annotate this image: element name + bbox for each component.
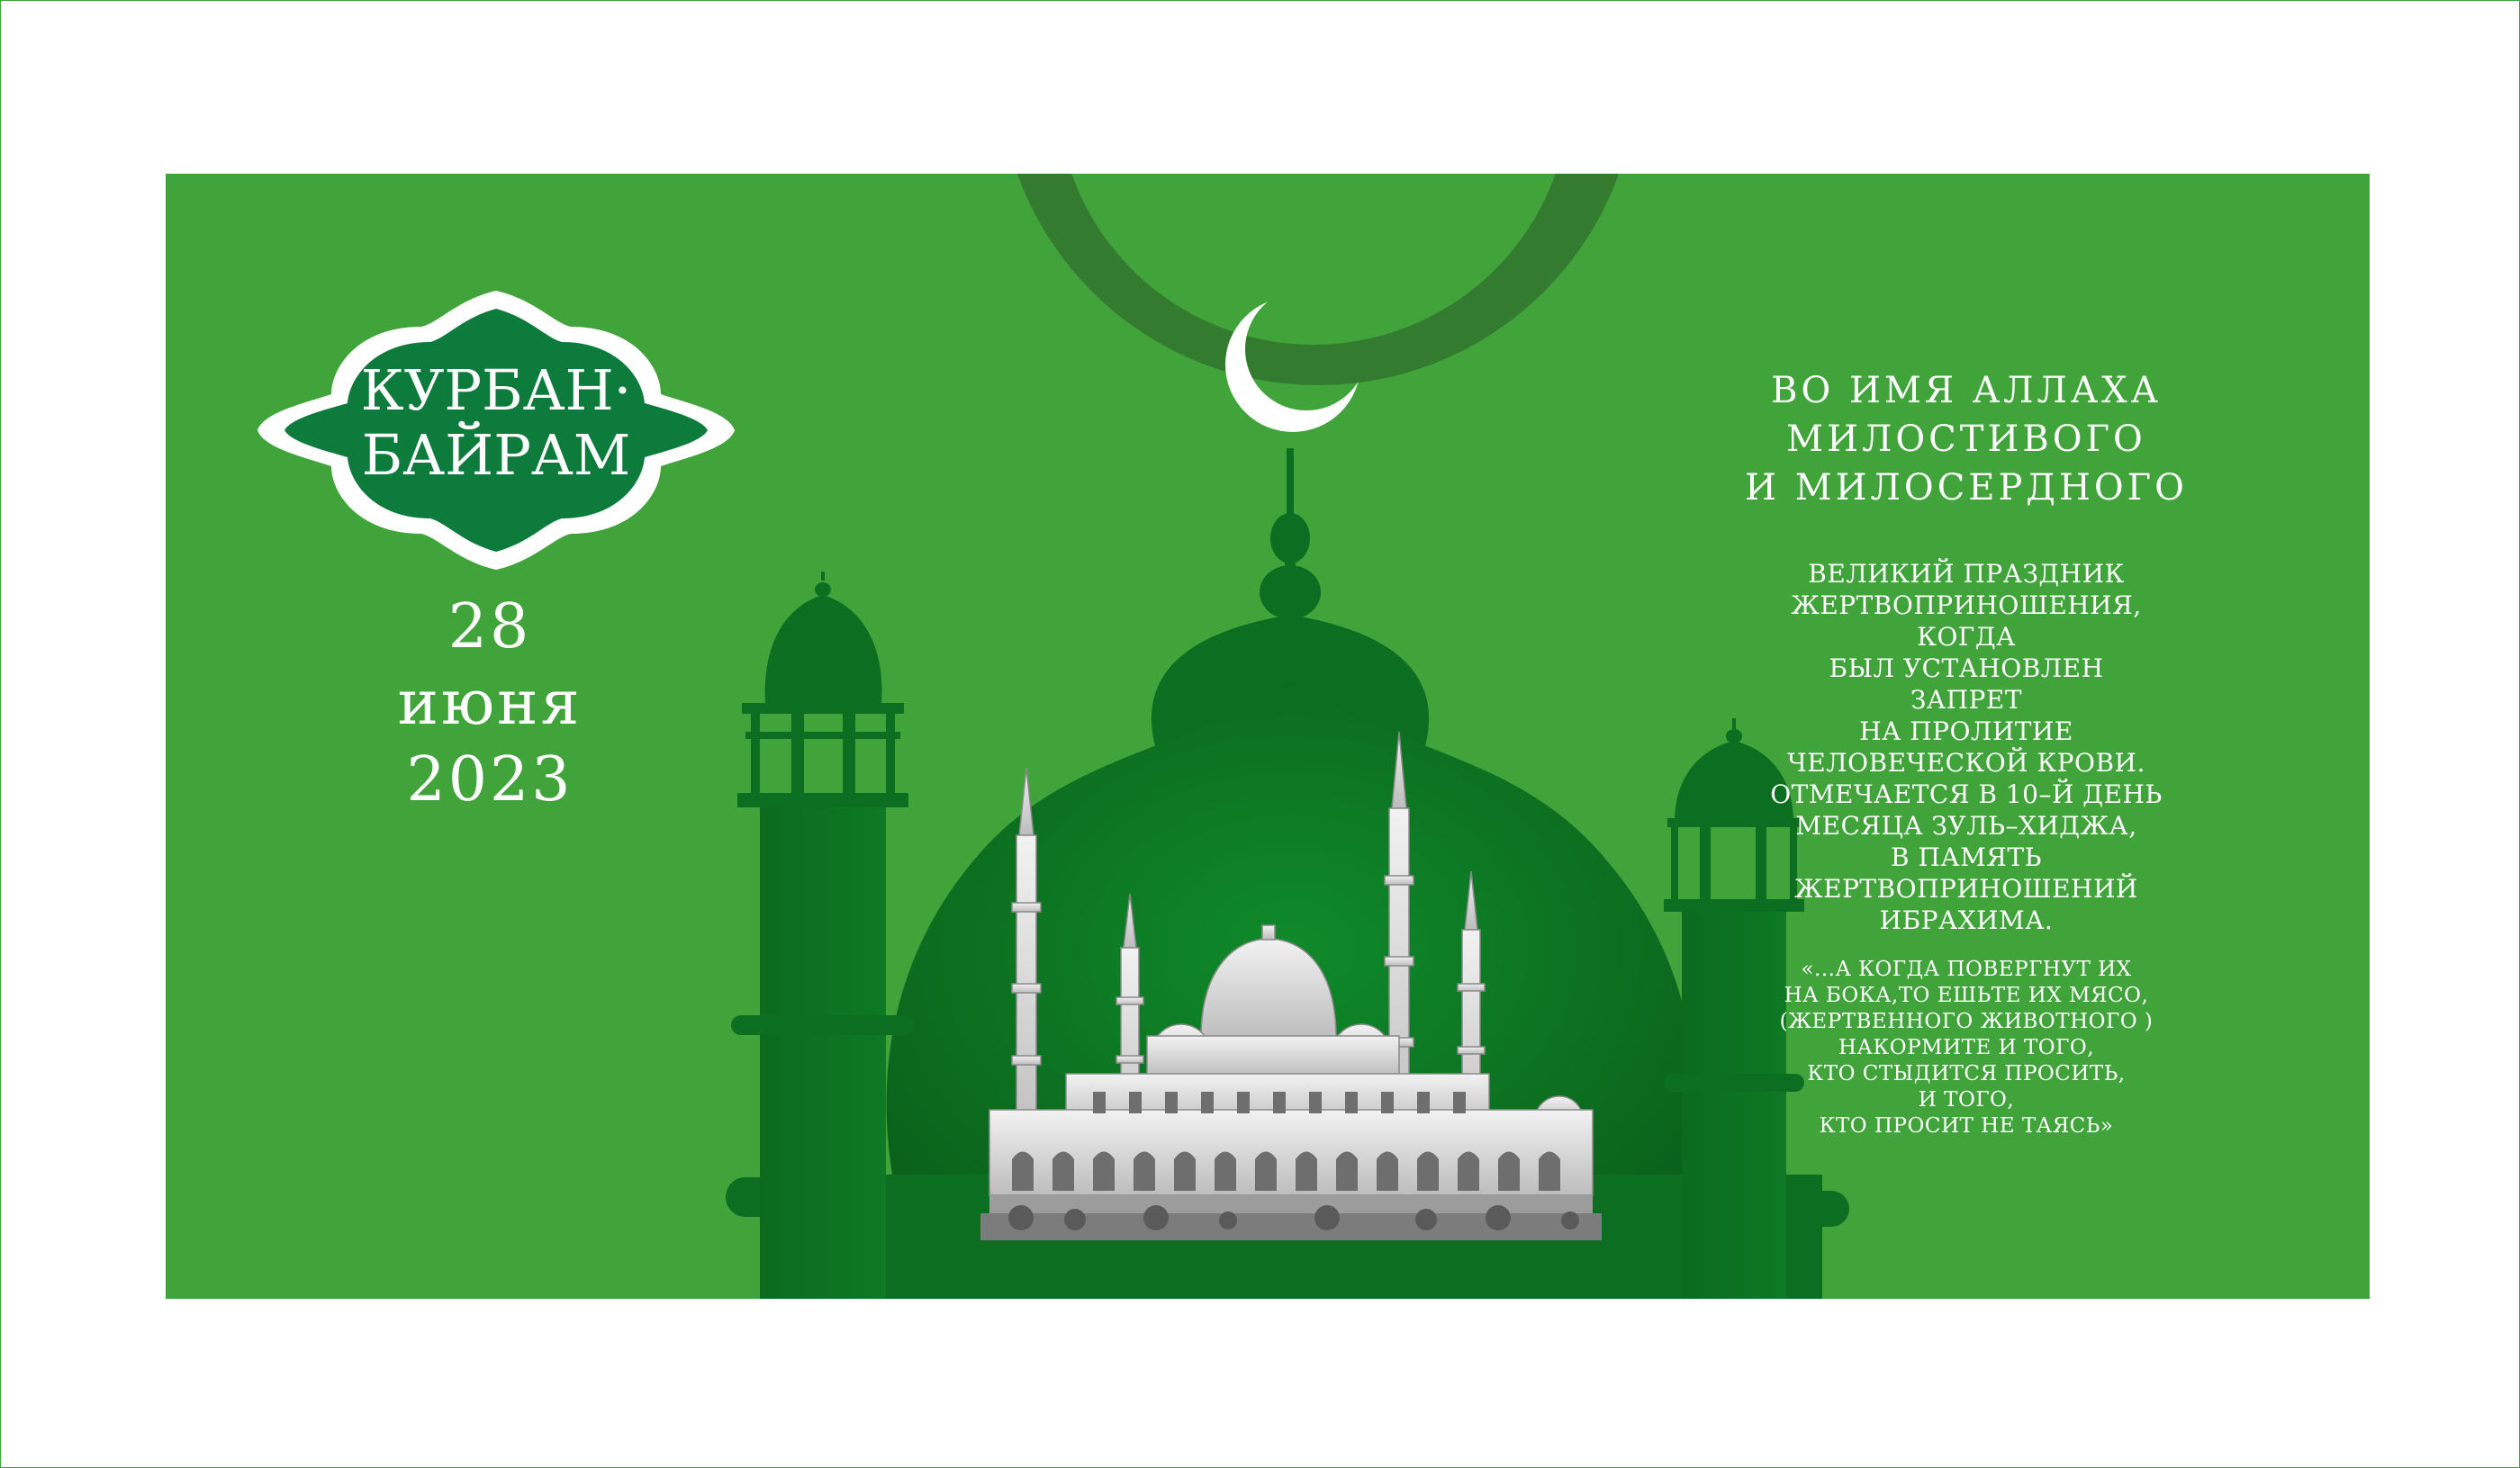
- badge-title-line2: БАЙРАМ: [361, 422, 631, 488]
- quran-quote: [1714, 957, 2218, 1139]
- badge-title-line1: КУРБАН·: [360, 357, 632, 423]
- description-line: ЖЕРТВОПРИНОШЕНИЯ,: [1791, 590, 2142, 620]
- quote-line: НА БОКА,ТО ЕШЬТЕ ИХ МЯСО,: [1784, 984, 2149, 1007]
- description-line: ЖЕРТВОПРИНОШЕНИЙ: [1794, 874, 2138, 904]
- description-line: МЕСЯЦА ЗУЛЬ–ХИДЖА,: [1795, 811, 2137, 841]
- holiday-description: [1714, 558, 2218, 936]
- basmala-line: И МИЛОСЕРДНОГО: [1745, 467, 2188, 509]
- description-line: ОТМЕЧАЕТСЯ В 10–Й ДЕНЬ: [1770, 779, 2163, 809]
- quote-line: КТО СТЫДИТСЯ ПРОСИТЬ,: [1807, 1062, 2126, 1085]
- quote-line: НАКОРМИТЕ И ТОГО,: [1838, 1036, 2095, 1059]
- greeting-banner: [166, 174, 2370, 1299]
- description-line: ИБРАХИМА.: [1879, 905, 2054, 935]
- description-line: В ПАМЯТЬ: [1891, 842, 2042, 872]
- quote-line: (ЖЕРТВЕННОГО ЖИВОТНОГО ): [1779, 1010, 2154, 1033]
- description-line: КОГДА: [1917, 622, 2016, 652]
- description-line: ЧЕЛОВЕЧЕСКОЙ КРОВИ.: [1787, 748, 2145, 778]
- basmala-line: МИЛОСТИВОГО: [1786, 419, 2146, 460]
- description-line: ЗАПРЕТ: [1910, 685, 2023, 715]
- quote-line: КТО ПРОСИТ НЕ ТАЯСЬ»: [1819, 1114, 2114, 1138]
- description-line: ВЕЛИКИЙ ПРАЗДНИК: [1808, 559, 2125, 589]
- date-day: 28: [447, 591, 532, 662]
- quote-line: «...А КОГДА ПОВЕРГНУТ ИХ: [1801, 958, 2132, 981]
- basmala-line: ВО ИМЯ АЛЛАХА: [1771, 370, 2162, 411]
- quote-line: И ТОГО,: [1918, 1088, 2015, 1112]
- description-line: НА ПРОЛИТИЕ: [1859, 716, 2073, 746]
- description-line: БЫЛ УСТАНОВЛЕН: [1829, 653, 2104, 683]
- date-month: июня: [397, 668, 583, 739]
- small-crescent-icon: [1225, 297, 1360, 432]
- basmala-heading: [1714, 366, 2218, 512]
- date-year: 2023: [406, 744, 574, 815]
- title-badge: [257, 291, 735, 570]
